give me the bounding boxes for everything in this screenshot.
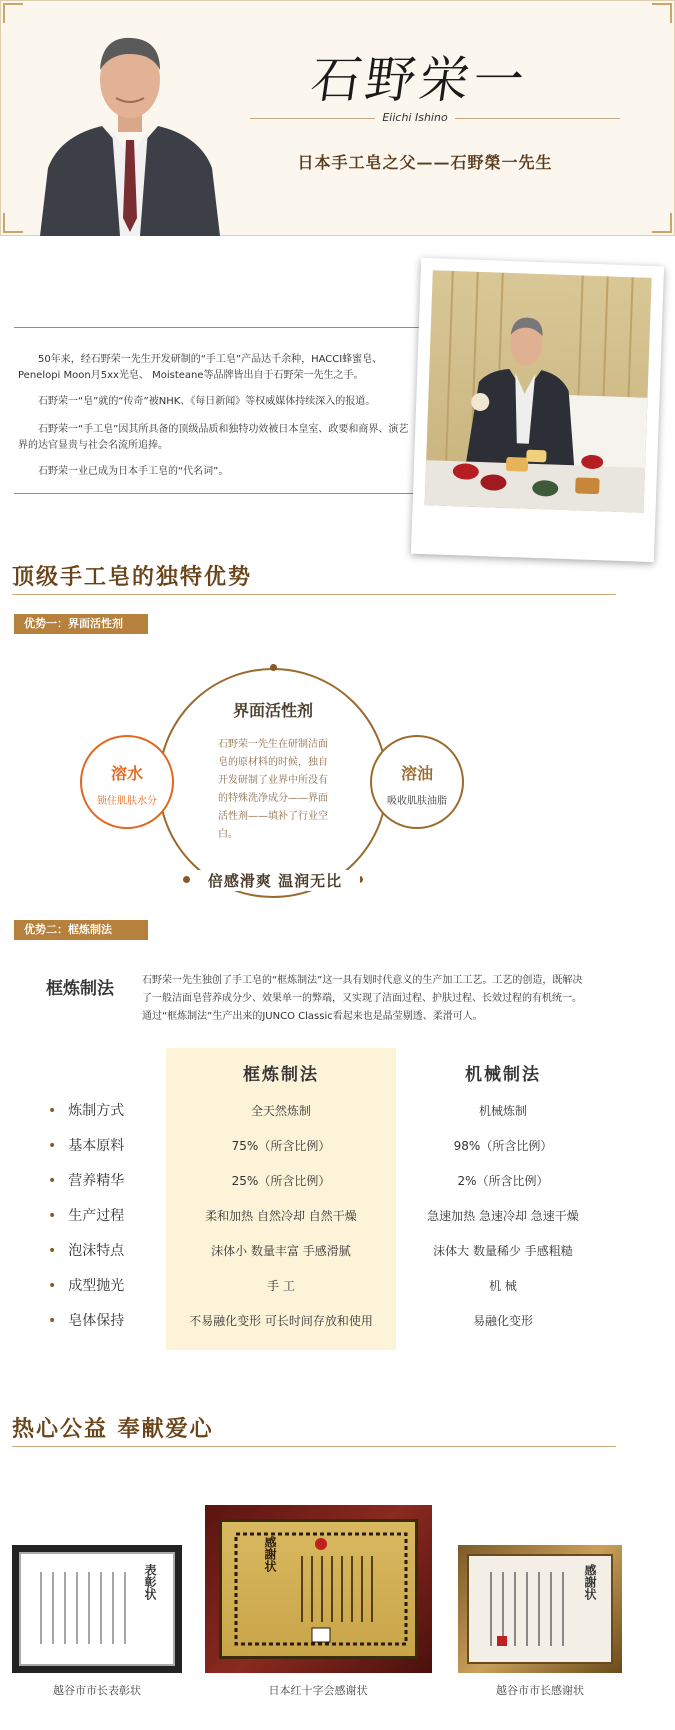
bullet-icon: • <box>48 1313 57 1329</box>
certificate-text-lines <box>31 1564 151 1654</box>
table-cell-machine: 急速加热 急速冷却 急速干燥 <box>427 1209 579 1223</box>
section-rule <box>12 594 616 595</box>
bullet-icon: • <box>48 1208 57 1224</box>
certificate-heading: 感謝状 <box>583 1564 597 1600</box>
dissolve-oil-title: 溶油 <box>400 764 433 783</box>
table-row-label <box>48 1100 158 1120</box>
dissolve-water-circle <box>80 735 174 829</box>
hero-subtitle: 日本手工皂之父——石野榮一先生 <box>297 153 553 172</box>
table-row-label <box>48 1135 158 1155</box>
corner-ornament <box>3 3 23 23</box>
table-cell-frame: 柔和加热 自然冷却 自然干燥 <box>205 1209 357 1223</box>
intro-paragraph: 石野荣一业已成为日本手工皂的“代名词”。 <box>38 466 229 477</box>
table-cell-frame: 75%（所含比例） <box>231 1139 331 1153</box>
table-cell-frame: 沫体小 数量丰富 手感滑腻 <box>211 1244 351 1258</box>
section-rule <box>12 1446 616 1447</box>
intro-paragraph: 50年来，经石野荣一先生开发研制的“手工皂”产品达千余种，HACCI蜂蜜皂、Penelopi Moon月5xx光皂、 Moisteane等品牌皆出自于石野荣一先生之手。 <box>18 354 383 381</box>
corner-ornament <box>652 213 672 233</box>
row-label-text: 皂体保持 <box>68 1313 125 1329</box>
intro-paragraph: 石野荣一“手工皂”因其所具备的顶级品质和独特功效被日本皇室、政要和商界、演艺界的达官显贵与社会名流所追捧。 <box>18 424 409 451</box>
process-label: 框炼制法 <box>46 979 114 999</box>
table-row-label <box>48 1275 158 1295</box>
certificate-2 <box>205 1505 432 1673</box>
dissolve-oil-sub: 吸收肌肤油脂 <box>387 796 447 807</box>
table-cell-machine: 沫体大 数量稀少 手感粗糙 <box>433 1244 573 1258</box>
process-description: 石野荣一先生独创了手工皂的“框炼制法”这一具有划时代意义的生产加工工艺。工艺的创造，既解决了一般洁面皂营养成分少、效果单一的弊端，又实现了洁面过程、护肤过程、长效过程的有机统一。通过“框炼制法”生产出来的JUNCO Classic看起来也是晶莹剔透、柔滑可人。 <box>142 975 583 1022</box>
certificate-ornament <box>232 1530 412 1650</box>
diagram-dot <box>183 876 190 883</box>
table-row-label <box>48 1170 158 1190</box>
table-row-label <box>48 1240 158 1260</box>
certificate-3 <box>458 1545 622 1673</box>
diagram-title: 界面活性剂 <box>232 701 313 720</box>
table-cell-machine: 2%（所含比例） <box>457 1174 549 1188</box>
corner-ornament <box>3 213 23 233</box>
certificate-heading: 表彰状 <box>143 1564 157 1600</box>
table-cell-machine: 机械炼制 <box>478 1104 527 1118</box>
bullet-icon: • <box>48 1278 57 1294</box>
certificate-text-lines <box>477 1566 587 1658</box>
row-label-text: 营养精华 <box>68 1173 125 1189</box>
section-title: 顶级手工皂的独特优势 <box>12 564 253 590</box>
row-label-text: 成型抛光 <box>68 1278 125 1294</box>
intro-paragraph: 石野荣一“皂”就的“传奇”被NHK、《每日新闻》等权威媒体持续深入的报道。 <box>38 396 376 407</box>
diagram-tagline: 倍感滑爽 温润无比 <box>190 870 360 891</box>
row-label-text: 泡沫特点 <box>68 1243 125 1259</box>
bullet-icon: • <box>48 1243 57 1259</box>
dissolve-water-sub: 锁住肌肤水分 <box>97 796 157 807</box>
row-label-text: 炼制方式 <box>68 1103 125 1119</box>
certificate-caption: 越谷市市长感谢状 <box>496 1684 584 1697</box>
founder-photo <box>425 270 652 512</box>
founder-portrait <box>40 18 220 236</box>
row-label-text: 基本原料 <box>68 1138 125 1154</box>
dissolve-water-title: 溶水 <box>110 764 143 783</box>
intro-top-rule <box>14 327 444 328</box>
table-cell-frame: 手 工 <box>267 1279 295 1293</box>
bullet-icon: • <box>48 1103 57 1119</box>
bullet-icon: • <box>48 1173 57 1189</box>
table-cell-machine: 机 械 <box>489 1279 517 1293</box>
certificate-heading: 感謝状 <box>263 1536 277 1572</box>
table-cell-machine: 易融化变形 <box>472 1314 533 1328</box>
table-highlight-column <box>166 1048 396 1350</box>
advantage-tag-1: 优势一：界面活性剂 <box>14 614 148 634</box>
table-cell-machine: 98%（所含比例） <box>453 1139 553 1153</box>
certificate-caption: 越谷市市长表彰状 <box>53 1684 141 1697</box>
founder-signature: 石野栄一 <box>307 51 532 109</box>
certificate-caption: 日本红十字会感谢状 <box>268 1684 368 1697</box>
certificate-1 <box>12 1545 182 1673</box>
table-row-label <box>48 1310 158 1330</box>
founder-photo-frame <box>411 258 664 562</box>
section-title: 热心公益 奉献爱心 <box>12 1416 214 1442</box>
table-header-machine: 机械制法 <box>465 1065 541 1085</box>
diagram-dot <box>270 664 277 671</box>
intro-bottom-rule <box>14 493 444 494</box>
bullet-icon: • <box>48 1138 57 1154</box>
founder-name-en: Eiichi Ishino <box>375 111 455 124</box>
table-row-label <box>48 1205 158 1225</box>
table-cell-frame: 全天然炼制 <box>250 1104 311 1118</box>
table-cell-frame: 不易融化变形 可长时间存放和使用 <box>189 1314 373 1328</box>
row-label-text: 生产过程 <box>68 1208 125 1224</box>
table-cell-frame: 25%（所含比例） <box>231 1174 331 1188</box>
table-header-frame: 框炼制法 <box>243 1065 319 1085</box>
advantage-tag-2: 优势二：框炼制法 <box>14 920 148 940</box>
dissolve-oil-circle <box>370 735 464 829</box>
corner-ornament <box>652 3 672 23</box>
diagram-body: 石野荣一先生在研制洁面皂的原材料的时候，独自开发研制了业界中所没有的特殊洗净成分——界面活性剂——填补了行业空白。 <box>218 739 328 840</box>
